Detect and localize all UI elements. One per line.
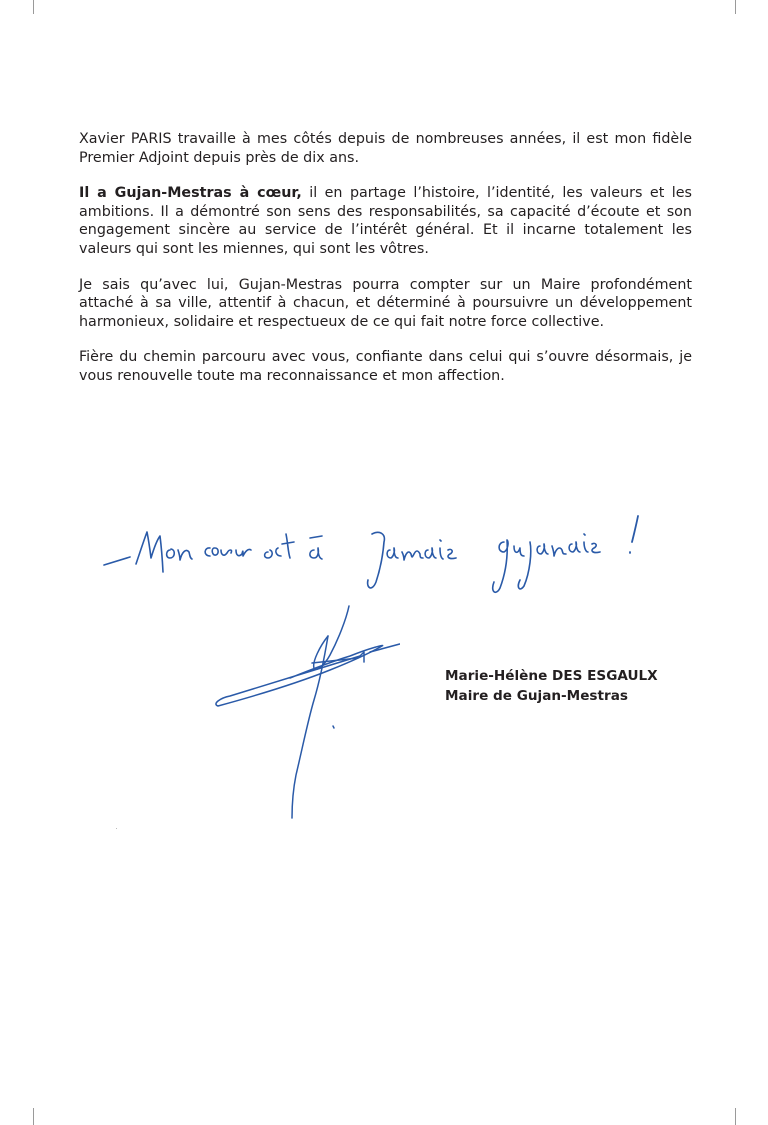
signature (200, 600, 400, 825)
crop-mark-top-right (735, 0, 736, 14)
signer-name: Marie-Hélène DES ESGAULX (445, 668, 658, 684)
paragraph-4: Fière du chemin parcouru avec vous, confiante dans celui qui s’ouvre désormais, je vous renouvelle toute ma reconnaissance et mon affection. (79, 349, 692, 384)
signer-block (445, 667, 658, 706)
paragraph-2-emphasis: Il a Gujan-Mestras à cœur, (79, 185, 302, 202)
paragraph-1: Xavier PARIS travaille à mes côtés depuis de nombreuses années, il est mon fidèle Premier Adjoint depuis près de dix ans. (79, 131, 692, 166)
crop-mark-bottom-right (735, 1108, 736, 1125)
paragraph-2-text: il en partage l’histoire, l’identité, les valeurs et les ambitions. Il a démontré son sens des responsabilités, sa capacité d’écoute et son engagement sincère au service de l’intérêt général. Et il incarne totalement les valeurs qui sont les miennes, qui sont les vôtres. (79, 185, 692, 257)
crop-mark-top-left (33, 0, 34, 14)
stray-mark (116, 828, 117, 829)
paragraph-3: Je sais qu’avec lui, Gujan-Mestras pourra compter sur un Maire profondément attaché à sa ville, attentif à chacun, et déterminé à poursuivre un développement harmonieux, solidaire et respectueux de ce qui fait notre force collective. (79, 276, 692, 330)
letter-body (79, 130, 692, 403)
crop-mark-bottom-left (33, 1108, 34, 1125)
paragraph-2 (79, 184, 692, 258)
handwritten-note (100, 512, 660, 612)
signer-role: Maire de Gujan-Mestras (445, 687, 628, 704)
